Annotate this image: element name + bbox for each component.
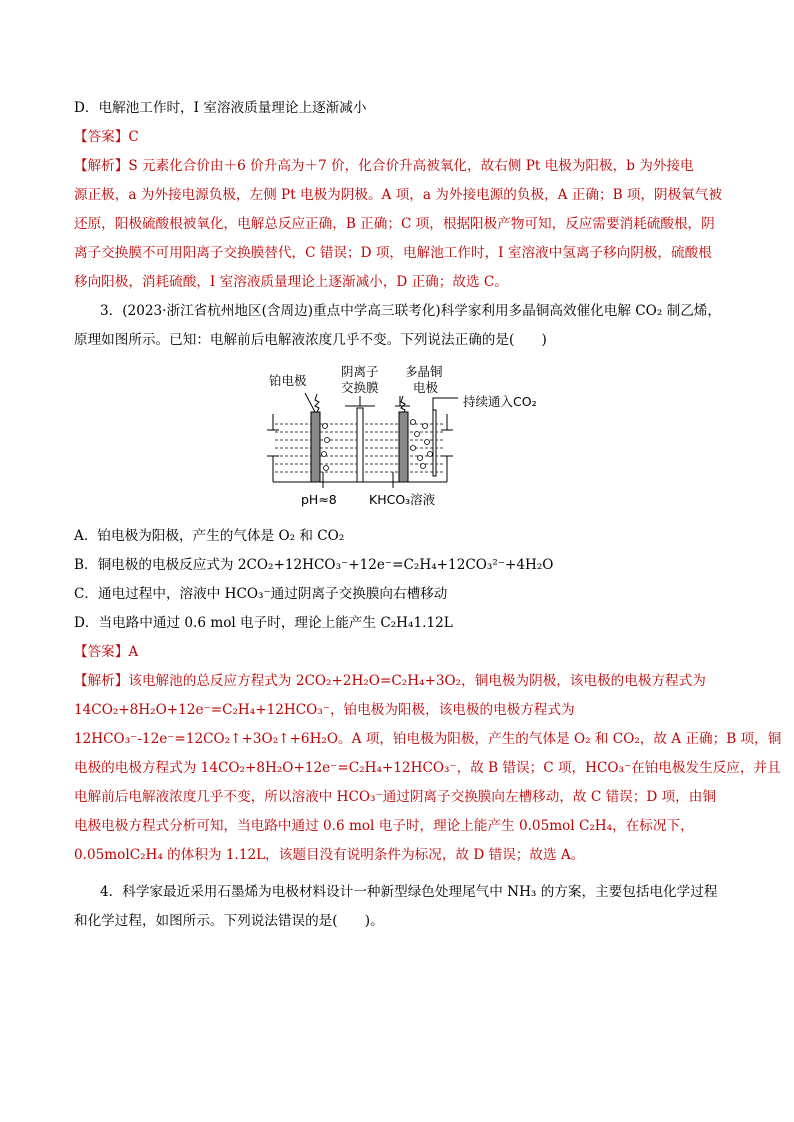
cu-electrode-label-1: 多晶铜	[405, 364, 443, 379]
co2-inlet-tube	[433, 410, 436, 476]
membrane-label-1: 阴离子	[341, 364, 379, 379]
explanation-line-4: 电极的电极方程式为 14CO₂+8H₂O+12e⁻=C₂H₄+12HCO₃⁻，故 B 错误；C 项，HCO₃⁻在铂电极发生反应，并且	[74, 760, 781, 776]
option-d: D．当电路中通过 0.6 mol 电子时，理论上能产生 C₂H₄1.12L	[74, 615, 453, 631]
explanation-line-6: 电极电极方程式分析可知，当电路中通过 0.6 mol 电子时，理论上能产生 0.05mol C₂H₄，在标况下，	[74, 818, 694, 834]
explanation-prev-line-3: 还原，阳极硫酸根被氧化，电解总反应正确，B 正确；C 项，根据阳极产物可知，反应需要消耗硫酸根，阴	[74, 216, 715, 232]
cu-electrode	[399, 412, 408, 482]
explanation-line-7: 0.05molC₂H₄ 的体积为 1.12L，该题目没有说明条件为标况，故 D 错误；故选 A。	[74, 847, 585, 863]
option-c: C．通电过程中，溶液中 HCO₃⁻通过阴离子交换膜向右槽移动	[74, 586, 448, 602]
option-b: B．铜电极的电极反应式为 2CO₂+12HCO₃⁻+12e⁻=C₂H₄+12CO₃²⁻+4H₂O	[74, 557, 554, 573]
electrolysis-diagram	[265, 362, 565, 512]
explanation-prev-line-5: 移向阳极，消耗硫酸，I 室溶液质量理论上逐渐减小，D 正确；故选 C。	[74, 274, 508, 290]
co2-inlet-label: 持续通入CO₂	[463, 394, 537, 409]
explanation-prev-line-4: 离子交换膜不可用阳离子交换膜替代，C 错误；D 项，电解池工作时，I 室溶液中氢离子移向阴极，硫酸根	[74, 245, 712, 261]
explanation-line-1: 【解析】该电解池的总反应方程式为 2CO₂+2H₂O=C₂H₄+3O₂，铜电极为阴极，该电极的电极方程式为	[74, 673, 706, 689]
question-4-stem-line-1: 4．科学家最近采用石墨烯为电极材料设计一种新型绿色处理尾气中 NH₃ 的方案，主要包括电化学过程	[100, 884, 718, 900]
explanation-line-2: 14CO₂+8H₂O+12e⁻=C₂H₄+12HCO₃⁻，铂电极为阳极，该电极的电极方程式为	[74, 702, 575, 718]
membrane-label-2: 交换膜	[341, 380, 379, 395]
pt-electrode-label: 铂电极	[269, 373, 307, 388]
cu-electrode-label-2: 电极	[413, 380, 439, 395]
question-3-stem-line-1: 3．(2023·浙江省杭州地区(含周边)重点中学高三联考化)科学家利用多晶铜高效催化电解 CO₂ 制乙烯，	[100, 303, 721, 319]
anion-exchange-membrane	[357, 408, 363, 482]
explanation-line-3: 12HCO₃⁻-12e⁻=12CO₂↑+3O₂↑+6H₂O。A 项，铂电极为阳极，产生的气体是 O₂ 和 CO₂，故 A 正确；B 项，铜	[74, 731, 782, 747]
question-4-stem-line-2: 和化学过程，如图所示。下列说法错误的是( )。	[74, 913, 384, 929]
explanation-prev-line-1: 【解析】S 元素化合价由＋6 价升高为＋7 价，化合价升高被氧化，故右侧 Pt 电极为阳极，b 为外接电	[74, 158, 694, 174]
option-a: A．铂电极为阳极，产生的气体是 O₂ 和 CO₂	[74, 528, 345, 544]
answer-prev: 【答案】C	[74, 129, 139, 145]
option-d-prev: D．电解池工作时，I 室溶液质量理论上逐渐减小	[74, 100, 367, 116]
explanation-line-5: 电解前后电解液浓度几乎不变，所以溶液中 HCO₃⁻通过阴离子交换膜向左槽移动，故 C 错误；D 项，由铜	[74, 789, 716, 805]
explanation-prev-line-2: 源正极，a 为外接电源负极，左侧 Pt 电极为阴极。A 项，a 为外接电源的负极，A 正确；B 项，阴极氧气被	[74, 187, 723, 203]
solution-label: KHCO₃溶液	[369, 492, 436, 507]
question-3-stem-line-2: 原理如图所示。已知：电解前后电解液浓度几乎不变。下列说法正确的是( )	[74, 332, 547, 348]
answer: 【答案】A	[74, 644, 139, 660]
pt-electrode	[311, 412, 320, 482]
ph-label: pH≈8	[301, 492, 337, 507]
